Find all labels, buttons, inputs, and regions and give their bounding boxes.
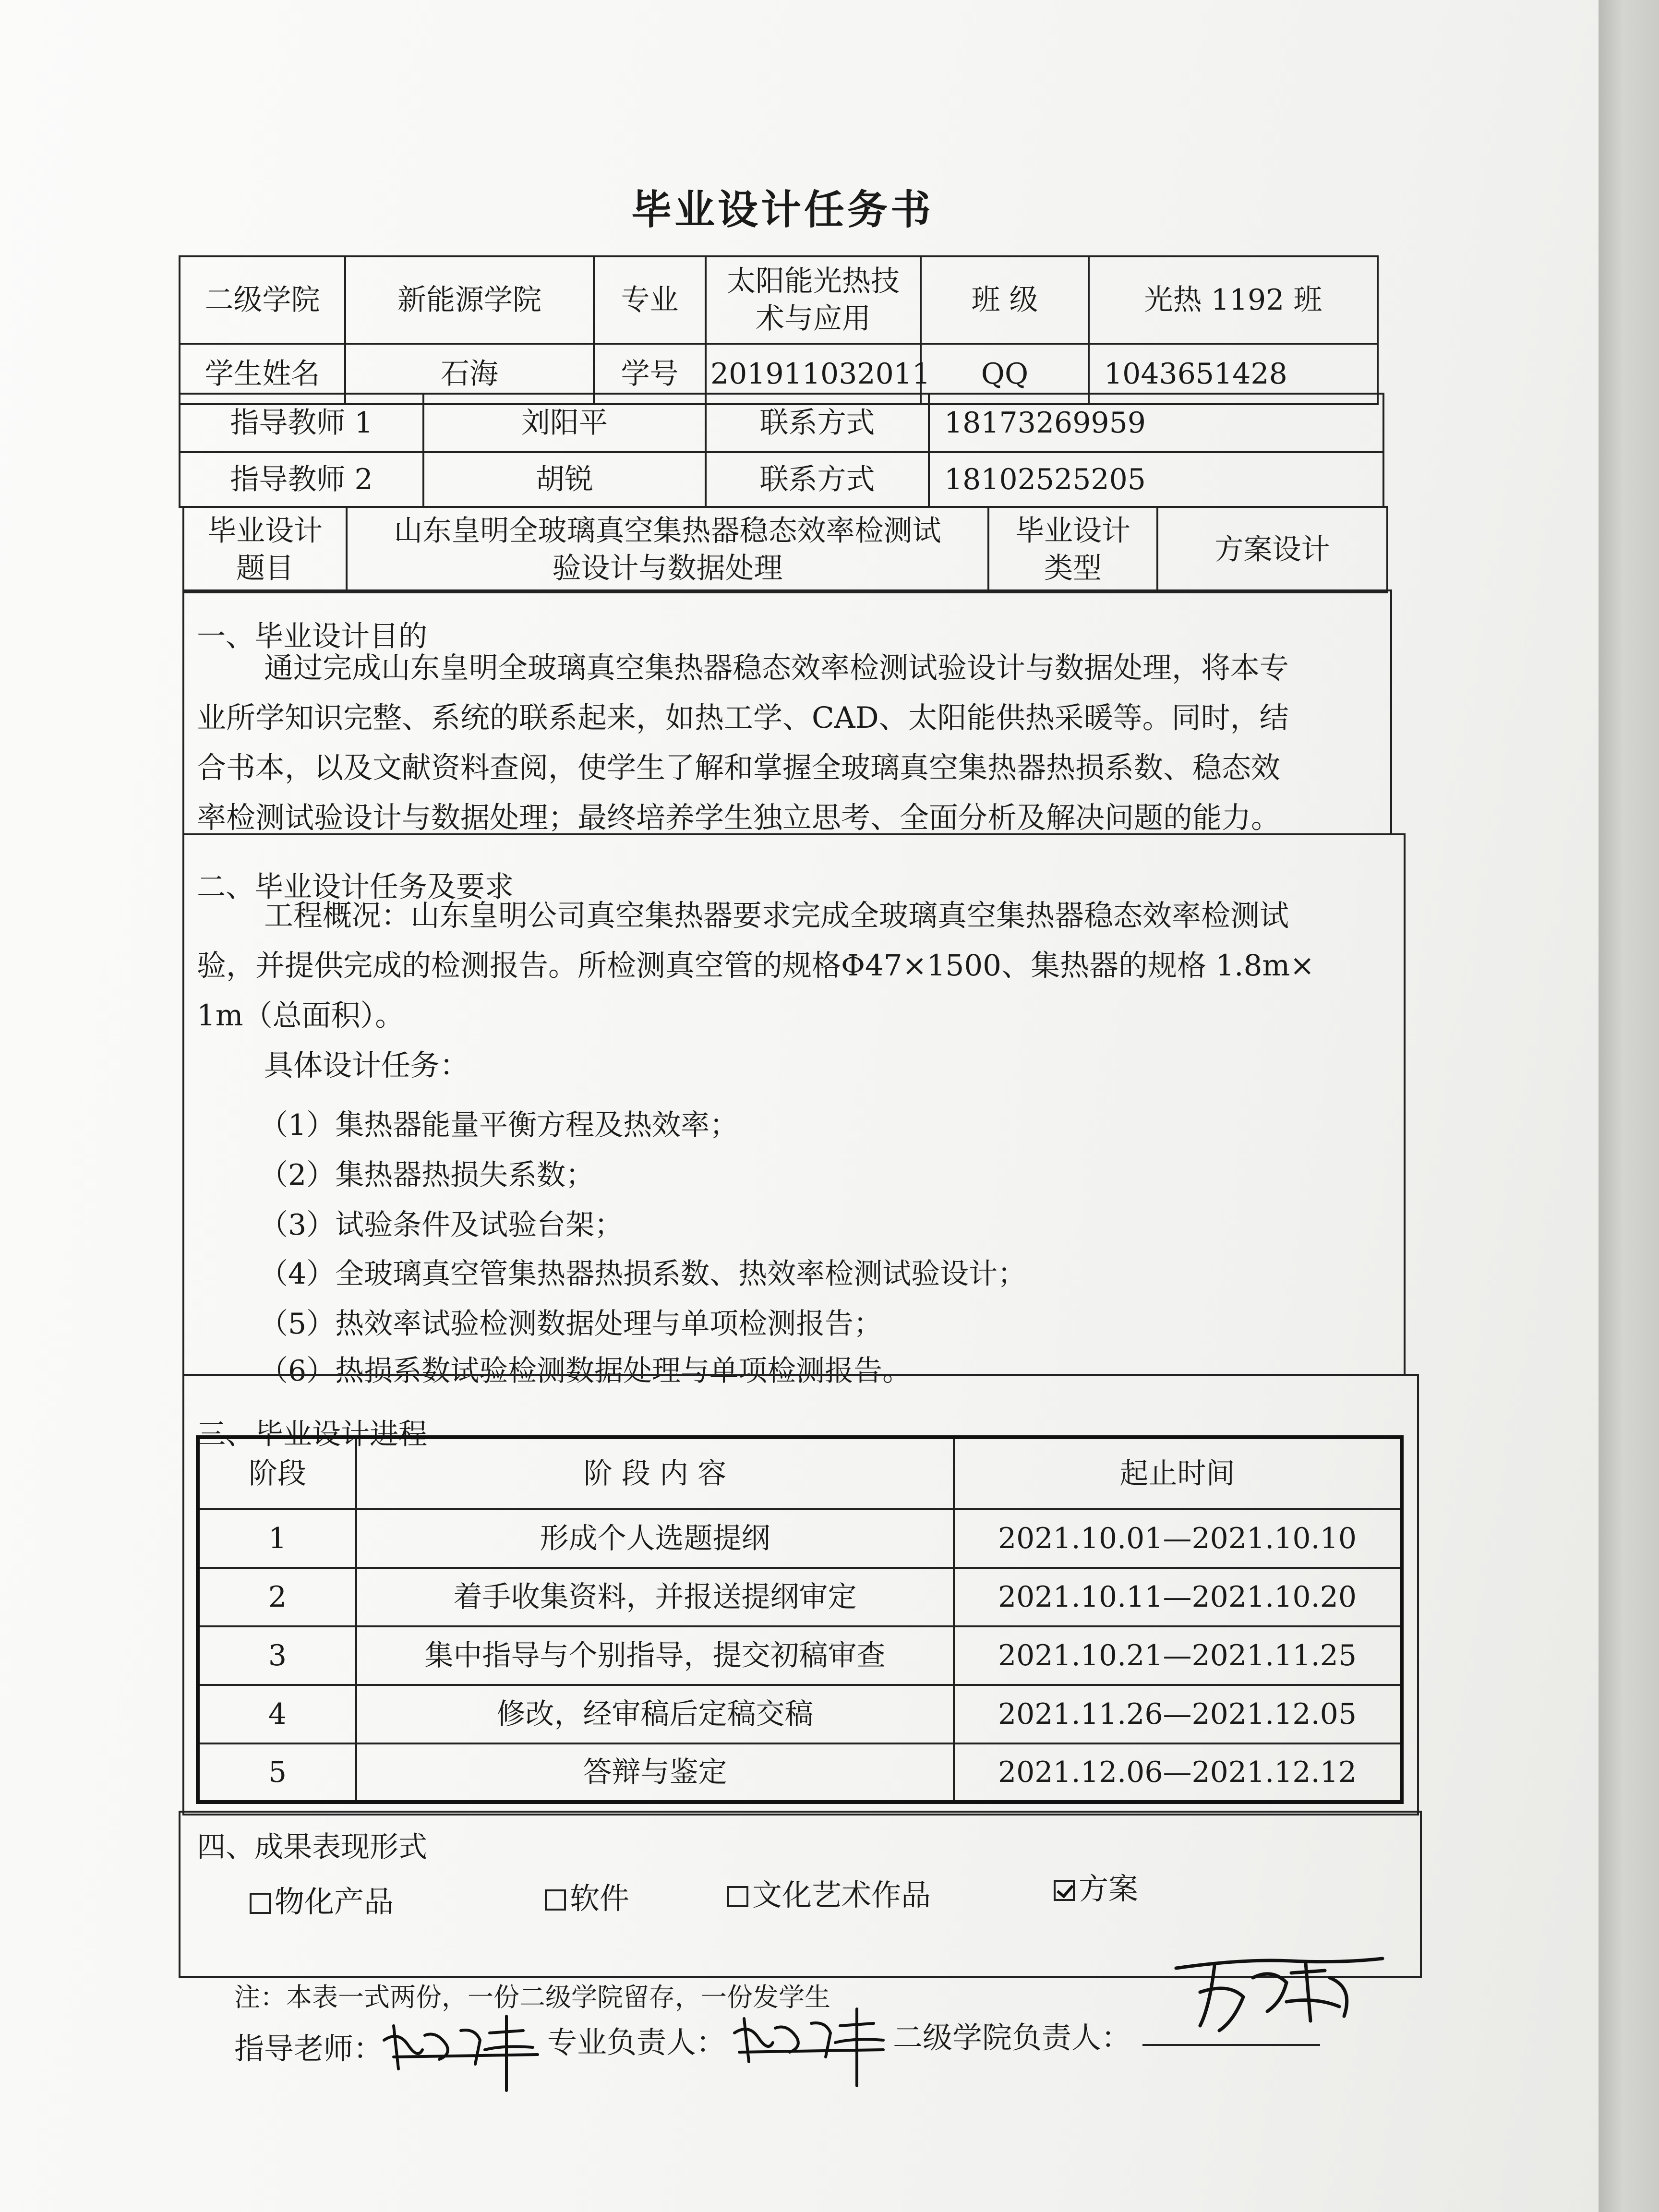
section-schedule-title: 三、毕业设计进程 xyxy=(197,1418,427,1451)
major-value: 太阳能光热技 术与应用 xyxy=(706,256,921,344)
option-plan[interactable]: 方案 xyxy=(1054,1865,1138,1908)
schedule-stage: 5 xyxy=(198,1743,356,1802)
student-label: 学生姓名 xyxy=(180,344,345,404)
table-row xyxy=(198,1568,1402,1626)
schedule-time: 2021.10.01—2021.10.10 xyxy=(954,1509,1402,1568)
checked-checkbox-icon[interactable] xyxy=(1054,1880,1075,1901)
advisor2-contact-label: 联系方式 xyxy=(706,452,929,507)
schedule-stage: 3 xyxy=(198,1626,356,1685)
task-item: （5）热效率试验检测数据处理与单项检测报告； xyxy=(259,1307,883,1341)
id-value: 201911032011 xyxy=(706,344,921,404)
section-purpose-title: 一、毕业设计目的 xyxy=(197,620,427,653)
tasks-line: 1m（总面积）。 xyxy=(197,998,405,1033)
advisor1-label: 指导教师 1 xyxy=(180,394,423,452)
tasks-line: 工程概况：山东皇明公司真空集热器要求完成全玻璃真空集热器稳态效率检测试 xyxy=(264,899,1289,933)
topic-table xyxy=(182,506,1388,593)
schedule-time: 2021.10.21—2021.11.25 xyxy=(954,1626,1402,1685)
topic-label: 毕业设计 题目 xyxy=(183,507,347,592)
schedule-time: 2021.12.06—2021.12.12 xyxy=(954,1743,1402,1802)
checkbox-icon[interactable] xyxy=(545,1889,566,1911)
schedule-header-stage: 阶段 xyxy=(198,1437,356,1509)
major-label: 专业 xyxy=(594,256,706,344)
option-physical-product[interactable]: 物化产品 xyxy=(250,1878,394,1921)
advisor2-value: 胡锐 xyxy=(423,452,706,507)
schedule-content: 形成个人选题提纲 xyxy=(356,1509,954,1568)
id-label: 学号 xyxy=(594,344,706,404)
tasks-line: 验，并提供完成的检测报告。所检测真空管的规格Φ47×1500、集热器的规格 1.8m× xyxy=(197,949,1315,983)
task-item: （6）热损系数试验检测数据处理与单项检测报告。 xyxy=(259,1354,912,1388)
schedule-content: 着手收集资料，并报送提纲审定 xyxy=(356,1568,954,1626)
topic-value: 山东皇明全玻璃真空集热器稳态效率检测试 验设计与数据处理 xyxy=(347,507,988,592)
info-table-row1 xyxy=(179,255,1379,405)
purpose-line: 率检测试验设计与数据处理；最终培养学生独立思考、全面分析及解决问题的能力。 xyxy=(197,801,1281,835)
schedule-content: 集中指导与个别指导，提交初稿审查 xyxy=(356,1626,954,1685)
advisor1-phone: 18173269959 xyxy=(929,394,1383,452)
option-software[interactable]: 软件 xyxy=(545,1875,629,1917)
advisor2-label: 指导教师 2 xyxy=(180,452,423,507)
college-value: 新能源学院 xyxy=(345,256,594,344)
class-value: 光热 1192 班 xyxy=(1089,256,1378,344)
table-row xyxy=(198,1743,1402,1802)
schedule-time: 2021.11.26—2021.12.05 xyxy=(954,1685,1402,1743)
schedule-stage: 1 xyxy=(198,1509,356,1568)
footer-note: 注：本表一式两份，一份二级学院留存，一份发学生 xyxy=(234,1982,830,2012)
checkbox-icon[interactable] xyxy=(727,1886,748,1907)
advisor-table xyxy=(179,393,1384,508)
tasks-line: 具体设计任务： xyxy=(264,1048,469,1082)
qq-value: 1043651428 xyxy=(1089,344,1378,404)
advisor-signature-icon xyxy=(379,2011,542,2098)
schedule-stage: 4 xyxy=(198,1685,356,1743)
schedule-stage: 2 xyxy=(198,1568,356,1626)
college-head-signature-icon xyxy=(1171,1949,1392,2045)
task-item: （1）集热器能量平衡方程及热效率； xyxy=(259,1108,739,1142)
option-art-work[interactable]: 文化艺术作品 xyxy=(727,1871,931,1914)
purpose-line: 合书本，以及文献资料查阅，使学生了解和掌握全玻璃真空集热器热损系数、稳态效 xyxy=(197,751,1281,785)
advisor1-contact-label: 联系方式 xyxy=(706,394,929,452)
major-head-signature-label: 专业负责人： xyxy=(547,2025,726,2060)
table-row xyxy=(198,1509,1402,1568)
class-label: 班 级 xyxy=(921,256,1089,344)
type-value: 方案设计 xyxy=(1157,507,1387,592)
advisor2-phone: 18102525205 xyxy=(929,452,1383,507)
checkbox-icon[interactable] xyxy=(250,1893,271,1914)
task-item: （2）集热器热损失系数； xyxy=(259,1158,595,1192)
section-purpose-body xyxy=(197,643,1382,843)
major-head-signature-icon xyxy=(730,2004,888,2091)
background-edge xyxy=(1599,0,1659,2212)
schedule-content: 答辩与鉴定 xyxy=(356,1743,954,1802)
student-value: 石海 xyxy=(345,344,594,404)
college-label: 二级学院 xyxy=(180,256,345,344)
table-row xyxy=(198,1685,1402,1743)
purpose-line: 通过完成山东皇明全玻璃真空集热器稳态效率检测试验设计与数据处理，将本专 xyxy=(264,651,1289,685)
advisor1-value: 刘阳平 xyxy=(423,394,706,452)
section-tasks-body xyxy=(197,891,1397,1091)
table-row xyxy=(198,1626,1402,1685)
schedule-header-time: 起止时间 xyxy=(954,1437,1402,1509)
schedule-content: 修改，经审稿后定稿交稿 xyxy=(356,1685,954,1743)
document-title: 毕业设计任务书 xyxy=(631,186,934,233)
type-label: 毕业设计 类型 xyxy=(988,507,1157,592)
qq-label: QQ xyxy=(921,344,1089,404)
advisor-signature-label: 指导老师： xyxy=(234,2031,384,2066)
task-item: （3）试验条件及试验台架； xyxy=(259,1208,624,1242)
schedule-header-content: 阶 段 内 容 xyxy=(356,1437,954,1509)
task-item: （4）全玻璃真空管集热器热损系数、热效率检测试验设计； xyxy=(259,1257,1027,1291)
section-tasks-title: 二、毕业设计任务及要求 xyxy=(197,870,514,904)
college-head-signature-label: 二级学院负责人： xyxy=(893,2020,1131,2055)
schedule-table xyxy=(196,1435,1404,1804)
section-output-title: 四、成果表现形式 xyxy=(197,1830,427,1864)
purpose-line: 业所学知识完整、系统的联系起来，如热工学、CAD、太阳能供热采暖等。同时，结 xyxy=(197,701,1289,735)
schedule-time: 2021.10.11—2021.10.20 xyxy=(954,1568,1402,1626)
